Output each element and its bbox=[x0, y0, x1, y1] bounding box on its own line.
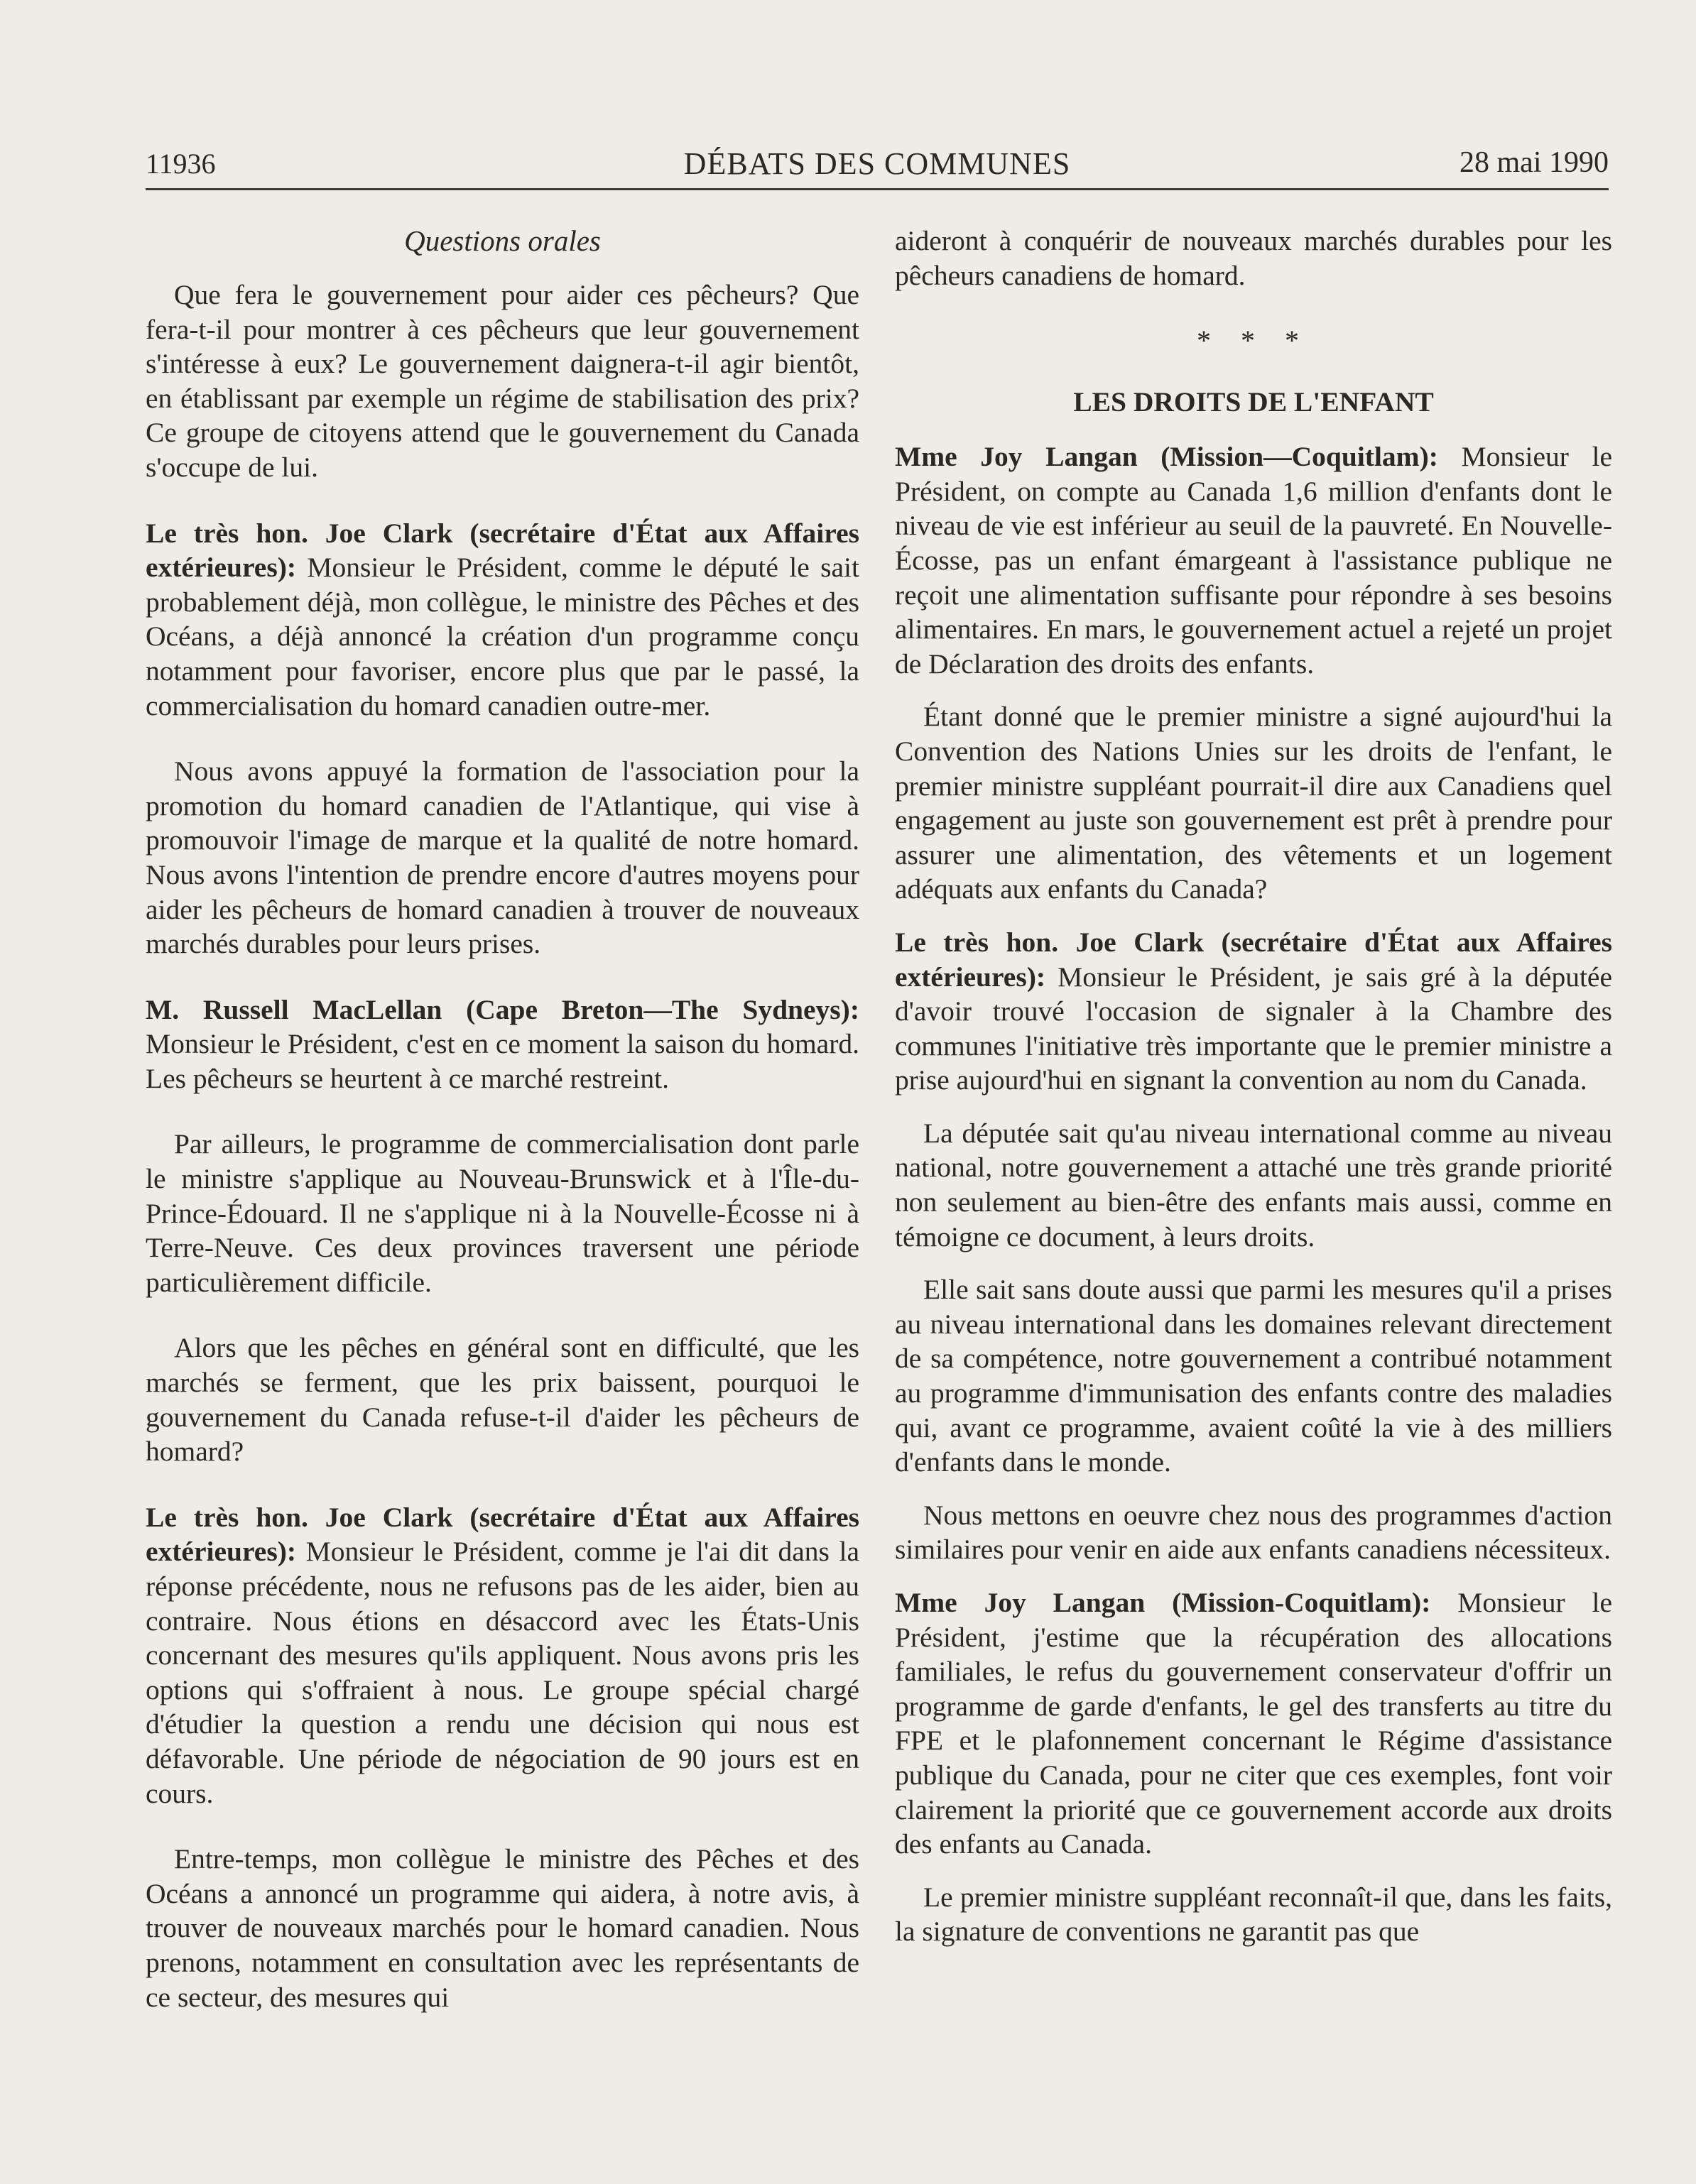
paragraph bbox=[895, 439, 1612, 681]
section-label: Questions orales bbox=[404, 224, 601, 257]
speaker-name: Le très hon. Joe Clark (secrétaire d'État aux Affaires extérieures): bbox=[146, 1501, 859, 1568]
paragraph bbox=[146, 993, 859, 1096]
paragraph: La députée sait qu'au niveau international comme au niveau national, notre gouvernement a attaché une très grande priorité non seulement au bien-être des enfants mais aussi, comme en témoigne ce document, à leurs droits. bbox=[895, 1117, 1612, 1252]
speech-text: Monsieur le Président, je sais gré à la députée d'avoir trouvé l'occasion de signaler à la Chambre des communes l'initiative très importante que le premier ministre a prise aujourd'hui en signant la convention au nom du Canada. bbox=[895, 961, 1612, 1096]
paragraph: Entre-temps, mon collègue le ministre des Pêches et des Océans a annoncé un programme qui aidera, à notre avis, à trouver de nouveaux marchés pour le homard canadien. Nous prenons, notamment en consultation avec les représentants de ce secteur, des mesures qui bbox=[146, 1843, 859, 2013]
speaker-name: Mme Joy Langan (Mission-Coquitlam): bbox=[895, 1587, 1431, 1618]
section-heading: LES DROITS DE L'ENFANT bbox=[1073, 386, 1434, 418]
paragraph: Nous avons appuyé la formation de l'association pour la promotion du homard canadien de l'Atlantique, qui vise à promouvoir l'image de marque et la qualité de notre homard. Nous avons l'intention de prendre encore d'autres moyens pour aider les pêcheurs de homard canadien à trouver de nouveaux marchés durables pour leurs prises. bbox=[146, 755, 859, 960]
page-number: 11936 bbox=[146, 148, 216, 180]
speech-text: Monsieur le Président, j'estime que la récupération des allocations familiales, le refus du gouvernement conservateur d'offrir un programme de garde d'enfants, le gel des transferts au titre du FPE et le plafonnement concernant le Régime d'assistance publique du Canada, pour ne citer que ces exemples, font voir clairement la priorité que ce gouvernement accorde aux droits des enfants au Canada. bbox=[895, 1587, 1612, 1860]
speech-text: Monsieur le Président, c'est en ce moment la saison du homard. Les pêcheurs se heurtent à ce marché restreint. bbox=[146, 1028, 859, 1094]
publication-title: DÉBATS DES COMMUNES bbox=[683, 146, 1071, 181]
paragraph: Que fera le gouvernement pour aider ces pêcheurs? Que fera-t-il pour montrer à ces pêcheurs que leur gouvernement s'intéresse à eux? Le gouvernement daignera-t-il agir bientôt, en établissant par exemple un régime de stabilisation des prix? Ce groupe de citoyens attend que le gouvernement du Canada s'occupe de lui. bbox=[146, 279, 859, 483]
paragraph bbox=[895, 925, 1612, 1098]
section-separator: * * * bbox=[1197, 324, 1310, 357]
speaker-name: M. Russell MacLellan (Cape Breton—The Sydneys): bbox=[146, 993, 859, 1025]
paragraph: aideront à conquérir de nouveaux marchés durables pour les pêcheurs canadiens de homard. bbox=[895, 225, 1612, 291]
paragraph bbox=[146, 516, 859, 724]
left-column bbox=[146, 224, 859, 2046]
speech-text: Monsieur le Président, comme le député le sait probablement déjà, mon collègue, le ministre des Pêches et des Océans, a déjà annoncé la création d'un programme conçu notamment pour favoriser, encore plus que par le passé, la commercialisation du homard canadien outre-mer. bbox=[146, 552, 859, 721]
speech-text: Monsieur le Président, comme je l'ai dit dans la réponse précédente, nous ne refusons pas de les aider, bien au contraire. Nous étions en désaccord avec les États-Unis concernant des mesures qu'ils appliquent. Nous avons pris les options qui s'offraient à nous. Le groupe spécial chargé d'étudier la question a rendu une décision qui nous est défavorable. Une période de négociation de 90 jours est en cours. bbox=[146, 1536, 859, 1809]
paragraph: Elle sait sans doute aussi que parmi les mesures qu'il a prises au niveau international dans les domaines relevant directement de sa compétence, notre gouvernement a contribué notamment au programme d'immunisation des enfants contre des maladies qui, avant ce programme, avaient coûté la vie à des milliers d'enfants dans le monde. bbox=[895, 1274, 1612, 1478]
page-header bbox=[146, 146, 1609, 190]
speaker-name: Le très hon. Joe Clark (secrétaire d'État aux Affaires extérieures): bbox=[895, 926, 1612, 993]
paragraph bbox=[146, 1500, 859, 1811]
paragraph: Nous mettons en oeuvre chez nous des programmes d'action similaires pour venir en aide aux enfants canadiens nécessiteux. bbox=[895, 1499, 1612, 1566]
publication-date: 28 mai 1990 bbox=[1459, 146, 1609, 179]
paragraph: Le premier ministre suppléant reconnaît-il que, dans les faits, la signature de conventions ne garantit pas que bbox=[895, 1881, 1612, 1948]
speaker-name: Le très hon. Joe Clark (secrétaire d'État aux Affaires extérieures): bbox=[146, 517, 859, 584]
paragraph: Étant donné que le premier ministre a signé aujourd'hui la Convention des Nations Unies sur les droits de l'enfant, le premier ministre suppléant pourrait-il dire aux Canadiens quel engagement au juste son gouvernement est prêt à prendre pour assurer une alimentation, des vêtements et un logement adéquats aux enfants du Canada? bbox=[895, 701, 1612, 905]
speaker-name: Mme Joy Langan (Mission—Coquitlam): bbox=[895, 441, 1438, 473]
paragraph bbox=[895, 1585, 1612, 1862]
speech-text: Monsieur le Président, on compte au Canada 1,6 million d'enfants dont le niveau de vie est inférieur au seuil de la pauvreté. En Nouvelle-Écosse, pas un enfant émargeant à l'assistance publique ne reçoit une alimentation suffisante pour répondre à ses besoins alimentaires. En mars, le gouvernement actuel a rejeté un projet de Déclaration des droits des enfants. bbox=[895, 441, 1612, 679]
right-column bbox=[895, 224, 1612, 1967]
paragraph: Par ailleurs, le programme de commercialisation dont parle le ministre s'applique au Nouveau-Brunswick et à l'Île-du-Prince-Édouard. Il ne s'applique ni à la Nouvelle-Écosse ni à Terre-Neuve. Ces deux provinces traversent une période particulièrement difficile. bbox=[146, 1128, 859, 1298]
paragraph: Alors que les pêches en général sont en difficulté, que les marchés se ferment, que les prix baissent, pourquoi le gouvernement du Canada refuse-t-il d'aider les pêcheurs de homard? bbox=[146, 1332, 859, 1468]
